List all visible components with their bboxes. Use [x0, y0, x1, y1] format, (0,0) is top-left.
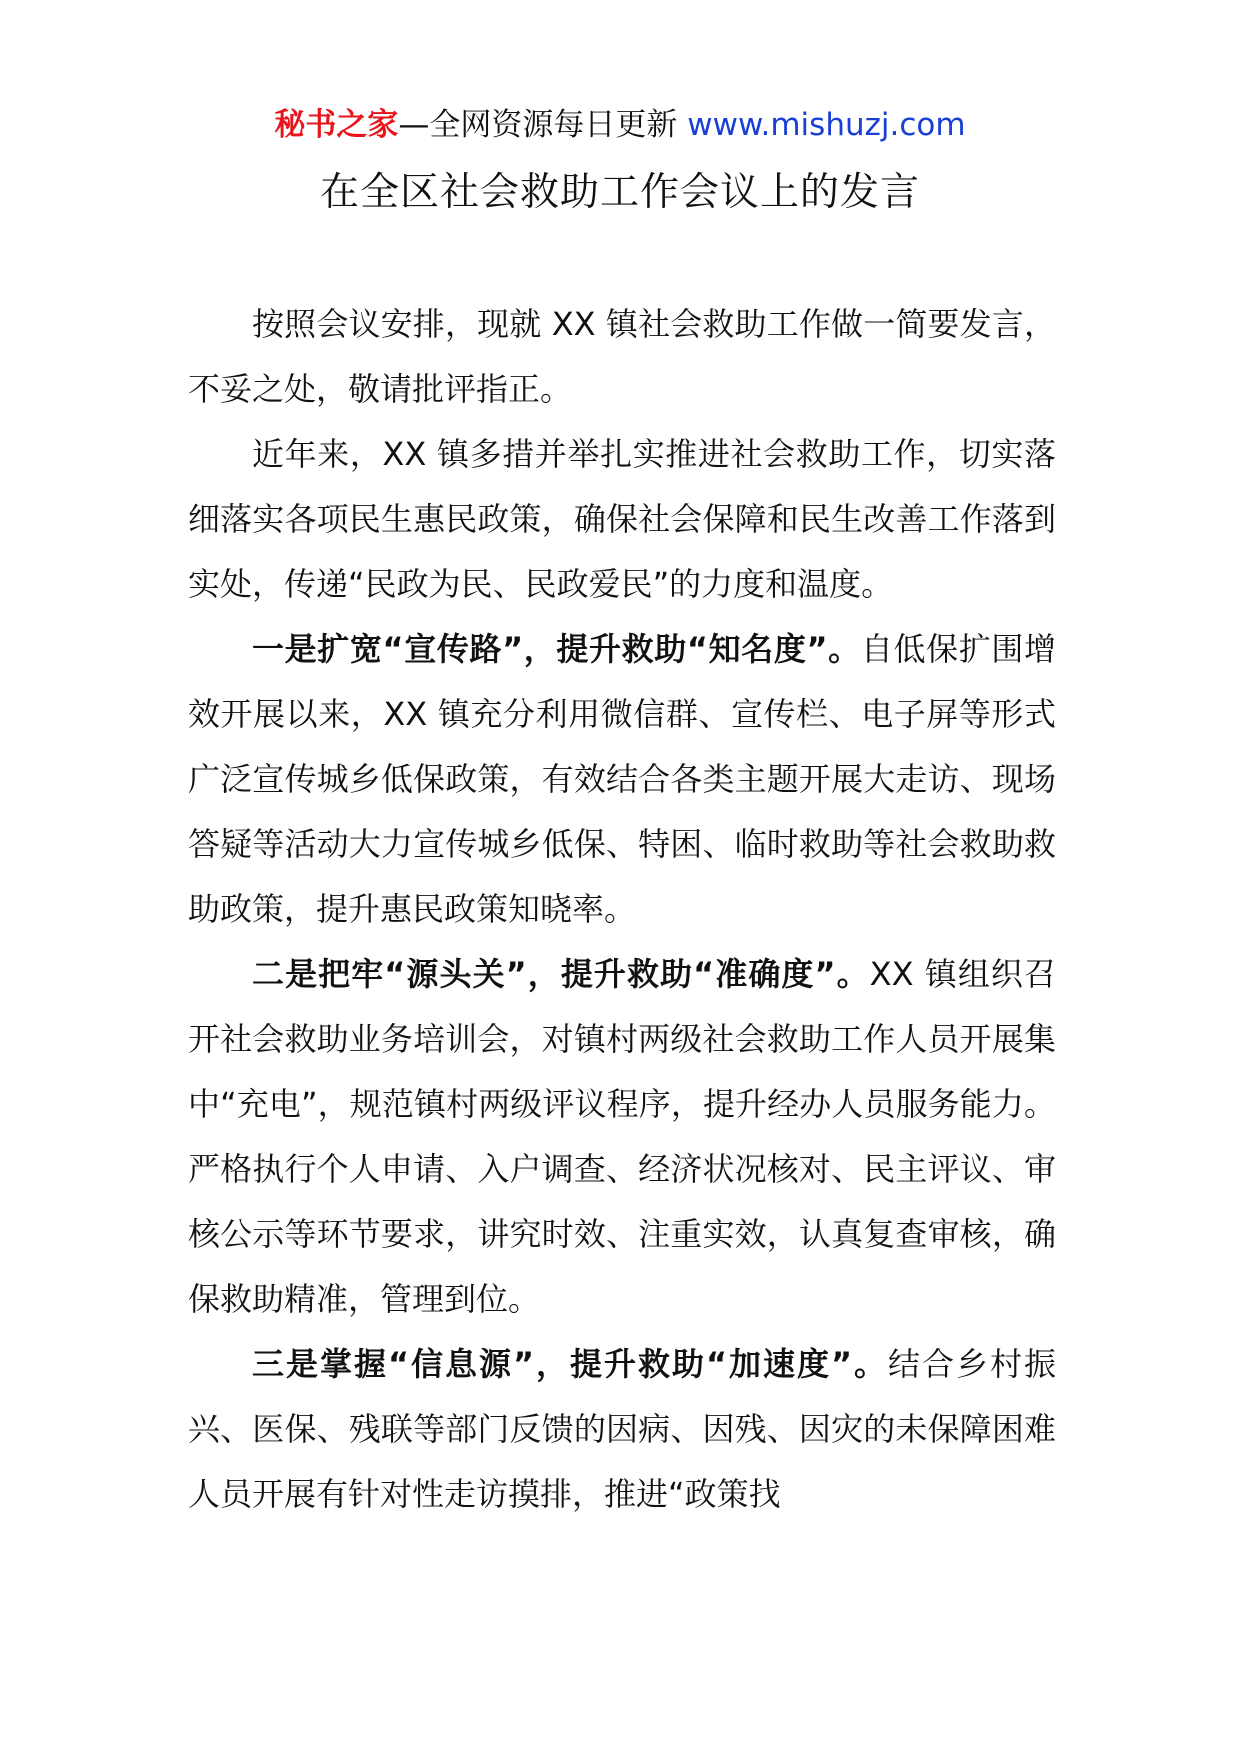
paragraph-point-three: [188, 1332, 1056, 1527]
paragraph-overview: [188, 422, 1056, 617]
document-body: [188, 292, 1056, 1527]
paragraph-text: 近年来，XX 镇多措并举扎实推进社会救助工作，切实落细落实各项民生惠民政策，确保社会保障和民生改善工作落到实处，传递“民政为民、民政爱民”的力度和温度。: [188, 435, 1056, 603]
paragraph-point-one: [188, 617, 1056, 942]
paragraph-lead: 一是扩宽“宣传路”，提升救助“知名度”。: [252, 630, 861, 668]
paragraph-intro: [188, 292, 1056, 422]
paragraph-text: 自低保扩围增效开展以来，XX 镇充分利用微信群、宣传栏、电子屏等形式广泛宣传城乡低保政策，有效结合各类主题开展大走访、现场答疑等活动大力宣传城乡低保、特困、临时救助等社会救助救助政策，提升惠民政策知晓率。: [188, 630, 1056, 928]
header-banner: [0, 100, 1240, 150]
site-url-link[interactable]: www.mishuzj.com: [687, 107, 966, 143]
paragraph-lead: 三是掌握“信息源”，提升救助“加速度”。: [252, 1345, 888, 1383]
paragraph-point-two: [188, 942, 1056, 1332]
paragraph-lead: 二是把牢“源头关”，提升救助“准确度”。: [252, 955, 870, 993]
paragraph-text: XX 镇组织召开社会救助业务培训会，对镇村两级社会救助工作人员开展集中“充电”，规范镇村两级评议程序，提升经办人员服务能力。严格执行个人申请、入户调查、经济状况核对、民主评议、审核公示等环节要求，讲究时效、注重实效，认真复查审核，确保救助精准，管理到位。: [188, 955, 1056, 1318]
header-slogan: —全网资源每日更新: [398, 107, 688, 143]
brand-name: 秘书之家: [274, 107, 399, 143]
document-title: 在全区社会救助工作会议上的发言: [319, 170, 920, 215]
paragraph-text: 结合乡村振兴、医保、残联等部门反馈的因病、因残、因灾的未保障困难人员开展有针对性走访摸排，推进“政策找: [188, 1345, 1056, 1513]
paragraph-text: 按照会议安排，现就 XX 镇社会救助工作做一简要发言，不妥之处，敬请批评指正。: [188, 305, 1056, 408]
